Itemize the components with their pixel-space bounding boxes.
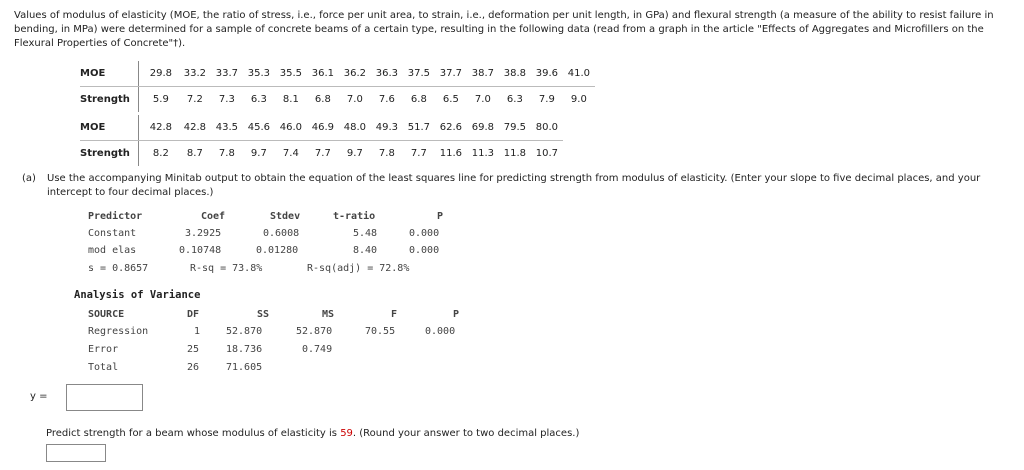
moe-value: 38.8	[499, 61, 531, 87]
strength-value: 8.2	[152, 148, 169, 159]
s-value: s = 0.8657	[88, 263, 149, 274]
part-a-text: Use the accompanying Minitab output to obtain the equation of the least squares line for predicting strength from modulus of elasticity. (Enter your slope to five decimal places, and your intercept to four decimal places.)	[47, 173, 981, 198]
strength-row	[80, 87, 595, 113]
moe-value: 80.0	[531, 115, 563, 141]
data-table-1	[80, 61, 595, 112]
strength-value: 9.0	[570, 94, 587, 105]
anova-error-df: 25	[187, 344, 200, 355]
part-a-label: (a)	[22, 173, 36, 184]
strength-value: 7.6	[378, 94, 395, 105]
row-modelas-p: 0.000	[409, 245, 440, 256]
row-constant-name: Constant	[88, 228, 137, 239]
row-modelas-coef: 0.10748	[179, 245, 222, 256]
col-tratio-header: t-ratio	[333, 211, 376, 222]
strength-value: 6.3	[250, 94, 267, 105]
part-a-instructions	[22, 172, 982, 200]
strength-header: Strength	[80, 87, 138, 113]
moe-value: 51.7	[403, 115, 435, 141]
moe-value: 38.7	[467, 61, 499, 87]
strength-value: 6.5	[442, 94, 459, 105]
moe-value: 37.5	[403, 61, 435, 87]
strength-value: 7.8	[218, 148, 235, 159]
anova-ss-header: SS	[257, 309, 270, 320]
moe-value: 46.0	[275, 115, 307, 141]
moe-value: 33.7	[211, 61, 243, 87]
row-constant-t: 5.48	[353, 228, 378, 239]
predict-value: 59	[340, 428, 353, 439]
anova-regression-f: 70.55	[365, 326, 396, 337]
predict-prompt	[46, 428, 579, 439]
regression-equation-input[interactable]	[66, 384, 143, 411]
col-coef-header: Coef	[201, 211, 226, 222]
anova-error-name: Error	[88, 344, 119, 355]
row-modelas-t: 8.40	[353, 245, 378, 256]
data-table-2	[80, 115, 563, 166]
strength-value: 5.9	[152, 94, 169, 105]
predict-text: Predict strength for a beam whose modulus of elasticity is	[46, 428, 337, 439]
moe-value: 43.5	[211, 115, 243, 141]
strength-value: 11.8	[503, 148, 526, 159]
moe-header: MOE	[80, 115, 138, 141]
predict-tail: . (Round your answer to two decimal places.)	[352, 428, 580, 439]
strength-value: 6.3	[506, 94, 523, 105]
anova-total-name: Total	[88, 362, 119, 373]
row-constant-stdev: 0.6008	[263, 228, 300, 239]
row-constant-coef: 3.2925	[185, 228, 222, 239]
strength-value: 9.7	[250, 148, 267, 159]
moe-value: 69.8	[467, 115, 499, 141]
moe-value: 36.2	[339, 61, 371, 87]
anova-regression-df: 1	[194, 326, 201, 337]
strength-value: 8.1	[282, 94, 299, 105]
anova-regression-name: Regression	[88, 326, 149, 337]
anova-error-ms: 0.749	[302, 344, 333, 355]
anova-regression-p: 0.000	[425, 326, 456, 337]
rsq-adj-value: R-sq(adj) = 72.8%	[307, 263, 410, 274]
moe-value: 36.1	[307, 61, 339, 87]
anova-f-header: F	[391, 309, 398, 320]
strength-value: 11.3	[471, 148, 494, 159]
anova-total-df: 26	[187, 362, 200, 373]
moe-value: 42.8	[138, 115, 179, 141]
moe-header: MOE	[80, 61, 138, 87]
moe-row	[80, 61, 595, 87]
rsq-value: R-sq = 73.8%	[190, 263, 263, 274]
strength-value: 7.0	[346, 94, 363, 105]
strength-value: 6.8	[410, 94, 427, 105]
moe-value: 42.8	[179, 115, 211, 141]
strength-value: 8.7	[186, 148, 203, 159]
anova-p-header: P	[453, 309, 460, 320]
anova-total-ss: 71.605	[226, 362, 263, 373]
strength-value: 7.2	[186, 94, 203, 105]
anova-source-header: SOURCE	[88, 309, 125, 320]
strength-value: 7.9	[538, 94, 555, 105]
strength-value: 10.7	[535, 148, 558, 159]
strength-value: 7.8	[378, 148, 395, 159]
moe-value: 41.0	[563, 61, 595, 87]
anova-ms-header: MS	[322, 309, 335, 320]
moe-row	[80, 115, 563, 141]
moe-value: 62.6	[435, 115, 467, 141]
strength-value: 6.8	[314, 94, 331, 105]
strength-header: Strength	[80, 141, 138, 167]
anova-df-header: DF	[187, 309, 200, 320]
moe-value: 29.8	[138, 61, 179, 87]
row-modelas-stdev: 0.01280	[256, 245, 299, 256]
col-stdev-header: Stdev	[270, 211, 301, 222]
strength-value: 7.7	[314, 148, 331, 159]
anova-title: Analysis of Variance	[74, 289, 201, 301]
moe-value: 35.3	[243, 61, 275, 87]
y-equals-label: y =	[30, 391, 48, 402]
strength-value: 7.4	[282, 148, 299, 159]
anova-regression-ss: 52.870	[226, 326, 263, 337]
strength-value: 7.3	[218, 94, 235, 105]
moe-value: 46.9	[307, 115, 339, 141]
strength-value: 11.6	[439, 148, 462, 159]
moe-value: 33.2	[179, 61, 211, 87]
strength-value: 7.0	[474, 94, 491, 105]
problem-intro: Values of modulus of elasticity (MOE, the ratio of stress, i.e., force per unit area, to strain, i.e., deformation per unit length, in GPa) and flexural strength (a measure of the ability to resist failure in bending, in MPa) were determined for a sample of concrete beams of a certain type, resulting in the following data (read from a graph in the article "Effects of Aggregates and Microfillers on the Flexural Properties of Concrete"†).	[14, 10, 994, 49]
strength-row	[80, 141, 563, 167]
predicted-strength-input[interactable]	[46, 444, 106, 462]
anova-error-ss: 18.736	[226, 344, 263, 355]
moe-value: 79.5	[499, 115, 531, 141]
moe-value: 37.7	[435, 61, 467, 87]
moe-value: 39.6	[531, 61, 563, 87]
moe-value: 35.5	[275, 61, 307, 87]
moe-value: 36.3	[371, 61, 403, 87]
row-constant-p: 0.000	[409, 228, 440, 239]
moe-value: 48.0	[339, 115, 371, 141]
strength-value: 9.7	[346, 148, 363, 159]
row-modelas-name: mod elas	[88, 245, 137, 256]
moe-value: 45.6	[243, 115, 275, 141]
col-predictor-header: Predictor	[88, 211, 143, 222]
moe-value: 49.3	[371, 115, 403, 141]
col-p-header: P	[437, 211, 444, 222]
strength-value: 7.7	[410, 148, 427, 159]
anova-regression-ms: 52.870	[296, 326, 333, 337]
